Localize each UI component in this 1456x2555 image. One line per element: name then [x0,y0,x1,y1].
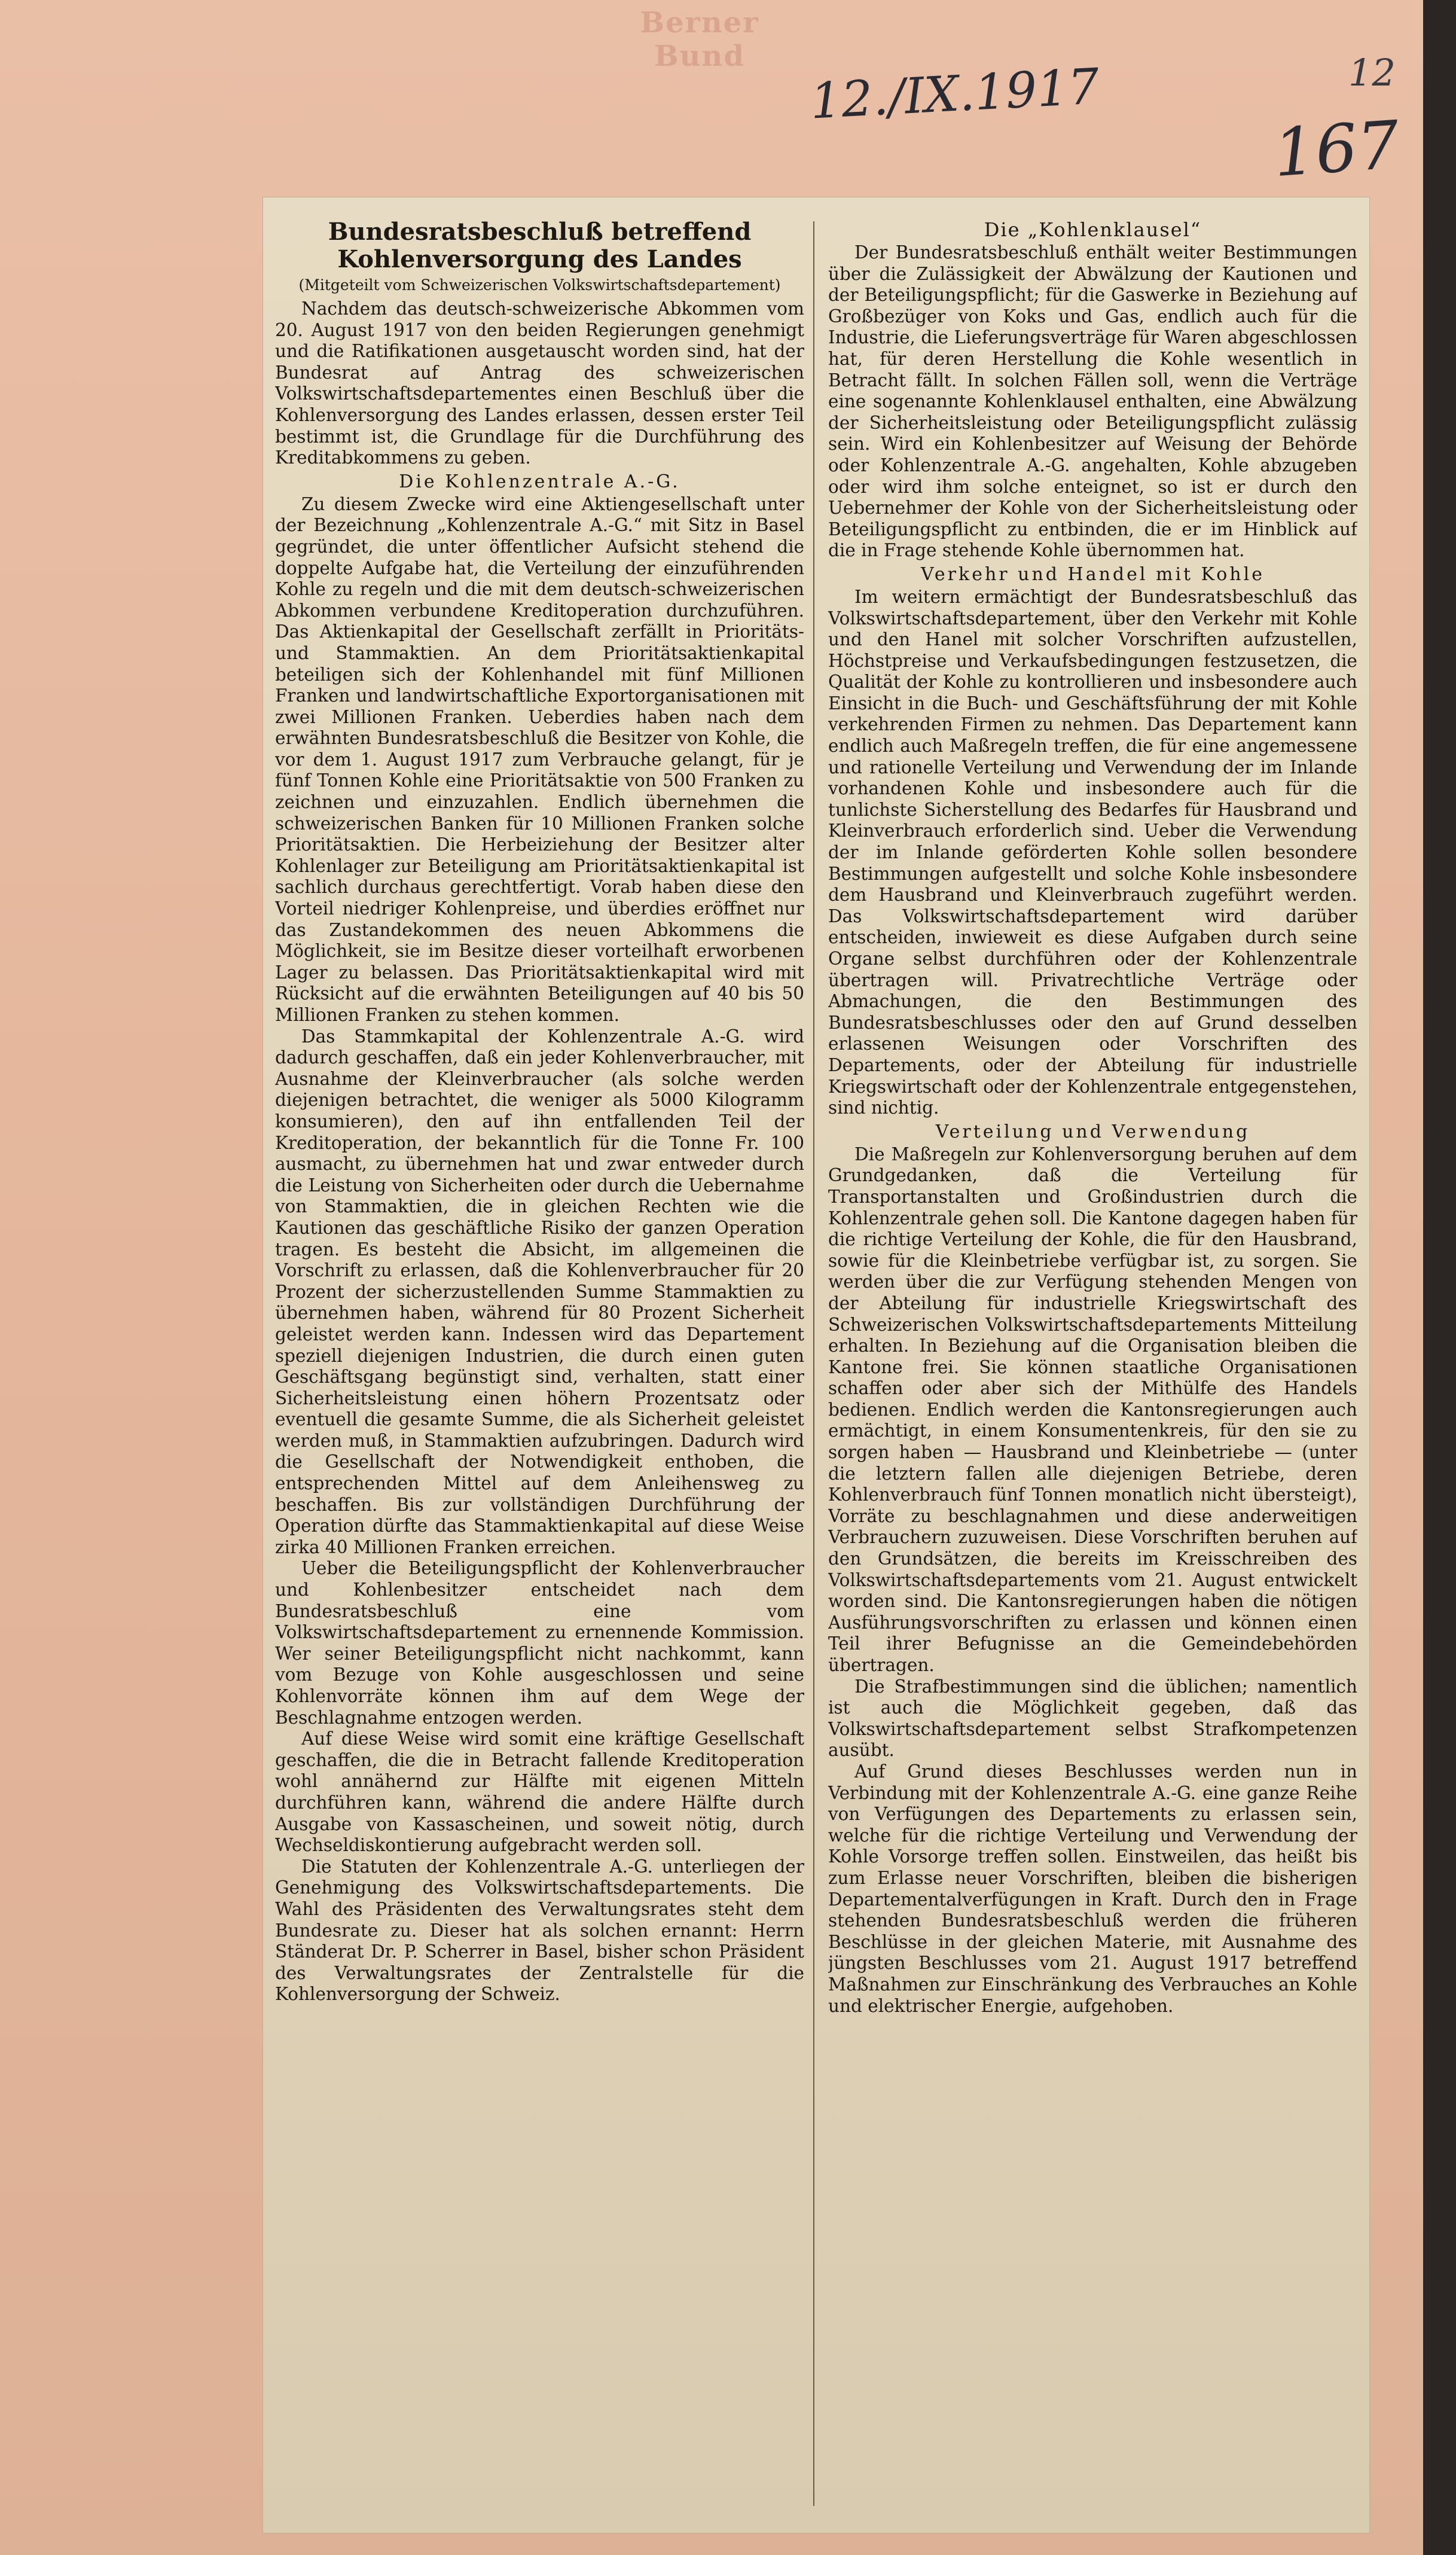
article-paragraph: Zu diesem Zwecke wird eine Aktiengesellschaft unter der Bezeichnung „Kohlenzentrale A.-G.“ mit Sitz in Basel gegründet, die unter öffentlicher Aufsicht stehend die doppelte Aufgabe hat, die Verteilung der einzuführenden Kohle zu regeln und die mit dem deutsch-schweizerischen Abkommen verbundene Kreditoperation durchzuführen. Das Aktienkapital der Gesellschaft zerfällt in Prioritäts- und Stammaktien. An dem Prioritätsaktienkapital beteiligen sich der Kohlenhandel mit fünf Millionen Franken und landwirtschaftliche Exportorganisationen mit zwei Millionen Franken. Ueberdies haben nach dem erwähnten Bundesratsbeschluß die Besitzer von Kohle, die vor dem 1. August 1917 zum Verbrauche gelangt, für je fünf Tonnen Kohle eine Prioritätsaktie von 500 Franken zu zeichnen und einzuzahlen. Endlich übernehmen die schweizerischen Banken für 10 Millionen Franken solche Prioritätsaktien. Die Herbeiziehung der Besitzer alter Kohlenlager zur Beteiligung am Prioritätsaktienkapital ist sachlich durchaus gerechtfertigt. Vorab haben diese den Vorteil niedriger Kohlenpreise, und überdies eröffnet nur das Zustandekommen des neuen Abkommens die Möglichkeit, sie im Besitze dieser vorteilhaft erworbenen Lager zu belassen. Das Prioritätsaktienkapital wird mit Rücksicht auf die erwähnten Beteiligungen auf 40 bis 50 Millionen Franken zu stehen kommen. [275,493,804,1025]
newspaper-clipping [263,197,1369,2533]
article-paragraph: Auf Grund dieses Beschlusses werden nun in Verbindung mit der Kohlenzentrale A.-G. eine ganze Reihe von Verfügungen des Departements zu erlassen sein, welche für die richtige Verteilung und Verwendung der Kohle Vorsorge treffen sollen. Einstweilen, das heißt bis zum Erlasse neuer Vorschriften, bleiben die bisherigen Departementalverfügungen in Kraft. Durch den in Frage stehenden Bundesratsbeschluß werden die früheren Beschlüsse in der gleichen Materie, mit Ausnahme des jüngsten Beschlusses vom 21. August 1917 betreffend Maßnahmen zur Einschränkung des Verbrauches an Kohle und elektrischer Energie, aufgehoben. [828,1761,1357,2016]
article-paragraph: Der Bundesratsbeschluß enthält weiter Bestimmungen über die Zulässigkeit der Abwälzung der Kautionen und der Beteiligungspflicht; für die Gaswerke in Beziehung auf Großbezüger von Koks und Gas, endlich auch für die Industrie, die Lieferungsverträge für Waren abgeschlossen hat, für deren Herstellung die Kohle wesentlich in Betracht fällt. In solchen Fällen soll, wenn die Verträge eine sogenannte Kohlenklausel enthalten, eine Abwälzung der Sicherheitsleistung oder Beteiligungspflicht zulässig sein. Wird ein Kohlenbesitzer auf Weisung der Behörde oder Kohlenzentrale A.-G. angehalten, Kohle abzugeben oder wird ihm solche enteignet, so ist er durch den Uebernehmer der Kohle von der Sicherheitsleistung oder Beteiligungspflicht zu entbinden, die er im Hinblick auf die in Frage stehende Kohle übernommen hat. [828,242,1357,561]
handwritten-corner-number: 12 [1348,51,1396,94]
article-paragraph: Ueber die Beteiligungspflicht der Kohlenverbraucher und Kohlenbesitzer entscheidet nach dem Bundesratsbeschluß eine vom Volkswirtschaftsdepartement zu ernennende Kommission. Wer seiner Beteiligungspflicht nicht nachkommt, kann vom Bezuge von Kohle ausgeschlossen und seine Kohlenvorräte können ihm auf dem Wege der Beschlagnahme entzogen werden. [275,1558,804,1728]
column-left [275,218,804,2521]
article-paragraph: Das Stammkapital der Kohlenzentrale A.-G. wird dadurch geschaffen, daß ein jeder Kohlenverbraucher, mit Ausnahme der Kleinverbraucher (als solche werden diejenigen betrachtet, die weniger als 5000 Kilogramm konsumieren), den auf ihn entfallenden Teil der Kreditoperation, der bekanntlich für die Tonne Fr. 100 ausmacht, zu übernehmen hat und zwar entweder durch die Leistung von Sicherheiten oder durch die Uebernahme von Stammaktien, die in gleichen Rechten wie die Kautionen das geschäftliche Risiko der ganzen Operation tragen. Es besteht die Absicht, im allgemeinen die Vorschrift zu erlassen, daß die Kohlenverbraucher für 20 Prozent der sicherzustellenden Summe Stammaktien zu übernehmen haben, während für 80 Prozent Sicherheit geleistet werden kann. Indessen wird das Departement speziell diejenigen Industrien, die durch einen guten Geschäftsgang begünstigt sind, verhalten, statt einer Sicherheitsleistung einen höhern Prozentsatz oder eventuell die gesamte Summe, die als Sicherheit geleistet werden muß, in Stammaktien aufzubringen. Dadurch wird die Gesellschaft der Notwendigkeit enthoben, die entsprechenden Mittel auf dem Anleihensweg zu beschaffen. Bis zur vollständigen Durchführung der Operation dürfte das Stammaktienkapital auf diese Weise zirka 40 Millionen Franken erreichen. [275,1026,804,1557]
column-divider [813,221,814,2506]
article-paragraph: Im weitern ermächtigt der Bundesratsbeschluß das Volkswirtschaftsdepartement, über den Verkehr mit Kohle und den Hanel mit solcher Vorschriften aufzustellen, Höchstpreise und Verkaufsbedingungen festzusetzen, die Qualität der Kohle zu kontrollieren und insbesondere auch Einsicht in die Buch- und Geschäftsführung der mit Kohle verkehrenden Firmen zu nehmen. Das Departement kann endlich auch Maßregeln treffen, die für eine angemessene und rationelle Verteilung und Verwendung der im Inlande vorhandenen Kohle und insbesondere auch für die tunlichste Sicherstellung des Bedarfes für Hausbrand und Kleinverbrauch erforderlich sind. Ueber die Verwendung der im Inlande geförderten Kohle sollen besondere Bestimmungen aufgestellt und solche Kohle insbesondere dem Hausbrand und Kleinverbrauch zugeführt werden. Das Volkswirtschaftsdepartement wird darüber entscheiden, inwieweit es diese Aufgaben durch seine Organe selbst durchführen oder der Kohlenzentrale übertragen will. Privatrechtliche Verträge oder Abmachungen, die den Bestimmungen des Bundesratsbeschlusses oder den auf Grund desselben erlassenen Weisungen oder Vorschriften des Departements, oder der Abteilung für industrielle Kriegswirtschaft oder der Kohlenzentrale entgegenstehen, sind nichtig. [828,586,1357,1118]
handwritten-number: 167 [1271,106,1402,192]
article-paragraph: Die Statuten der Kohlenzentrale A.-G. unterliegen der Genehmigung des Volkswirtschaftsdepartements. Die Wahl des Präsidenten des Verwaltungsrates steht dem Bundesrate zu. Dieser hat als solchen ernannt: Herrn Ständerat Dr. P. Scherrer in Basel, bisher schon Präsident des Verwaltungsrates der Zentralstelle für die Kohlenversorgung der Schweiz. [275,1856,804,2005]
section-heading: Verkehr und Handel mit Kohle [921,563,1265,585]
handwritten-date: 12./IX.1917 [808,58,1101,130]
section-heading: Die „Kohlenklausel“ [984,218,1202,241]
article-subheadline: (Mitgeteilt vom Schweizerischen Volkswirtschaftsdepartement) [298,276,781,294]
article-paragraph: Die Maßregeln zur Kohlenversorgung beruhen auf dem Grundgedanken, daß die Verteilung für Transportanstalten und Großindustrien durch die Kohlenzentrale gehen soll. Die Kantone dagegen haben für die richtige Verteilung der Kohle, die für den Hausbrand, sowie für die Kleinbetriebe verfügbar ist, zu sorgen. Sie werden über die zur Verfügung stehenden Mengen von der Abteilung für industrielle Kriegswirtschaft des Schweizerischen Volkswirtschaftsdepartements Mitteilung erhalten. In Beziehung auf die Organisation bleiben die Kantone frei. Sie können staatliche Organisationen schaffen oder aber sich der Mithülfe des Handels bedienen. Endlich werden die Kantonsregierungen auch ermächtigt, in einem Konsumentenkreis, für den sie zu sorgen haben — Hausbrand und Kleinbetriebe — (unter die letztern fallen alle diejenigen Betriebe, deren Kohlenverbrauch fünf Tonnen monatlich nicht übersteigt), Vorräte zu beschlagnahmen und diese anderweitigen Verbrauchern zuzuweisen. Diese Vorschriften beruhen auf den Grundsätzen, die bereits im Kreisschreiben des Volkswirtschaftsdepartements vom 21. August entwickelt worden sind. Die Kantonsregierungen haben die nötigen Ausführungsvorschriften zu erlassen und können einen Teil ihrer Befugnisse an die Gemeindebehörden übertragen. [828,1144,1357,1675]
article-paragraph: Auf diese Weise wird somit eine kräftige Gesellschaft geschaffen, die die in Betracht fallende Kreditoperation wohl annähernd zur Hälfte mit eigenen Mitteln durchführen kann, während die andere Hälfte durch Ausgabe von Kassascheinen, und soweit nötig, durch Wechseldiskontierung aufgebracht werden soll. [275,1728,804,1856]
article-paragraph: Die Strafbestimmungen sind die üblichen; namentlich ist auch die Möglichkeit gegeben, daß das Volkswirtschaftsdepartement selbst Strafkompetenzen ausübt. [828,1676,1357,1761]
article-headline: Bundesratsbeschluß betreffend Kohlenversorgung des Landes [328,218,752,273]
section-heading: Die Kohlenzentrale A.-G. [399,471,680,492]
column-right [828,218,1357,2521]
archive-stamp: Berner Bund [640,6,759,73]
article-paragraph: Nachdem das deutsch-schweizerische Abkommen vom 20. August 1917 von den beiden Regierungen genehmigt und die Ratifikationen ausgetauscht worden sind, hat der Bundesrat auf Antrag des schweizerischen Volkswirtschaftsdepartementes einen Beschluß über die Kohlenversorgung des Landes erlassen, dessen erster Teil bestimmt ist, die Grundlage für die Durchführung des Kreditabkommens zu geben. [275,298,804,468]
section-heading: Verteilung und Verwendung [935,1121,1250,1142]
